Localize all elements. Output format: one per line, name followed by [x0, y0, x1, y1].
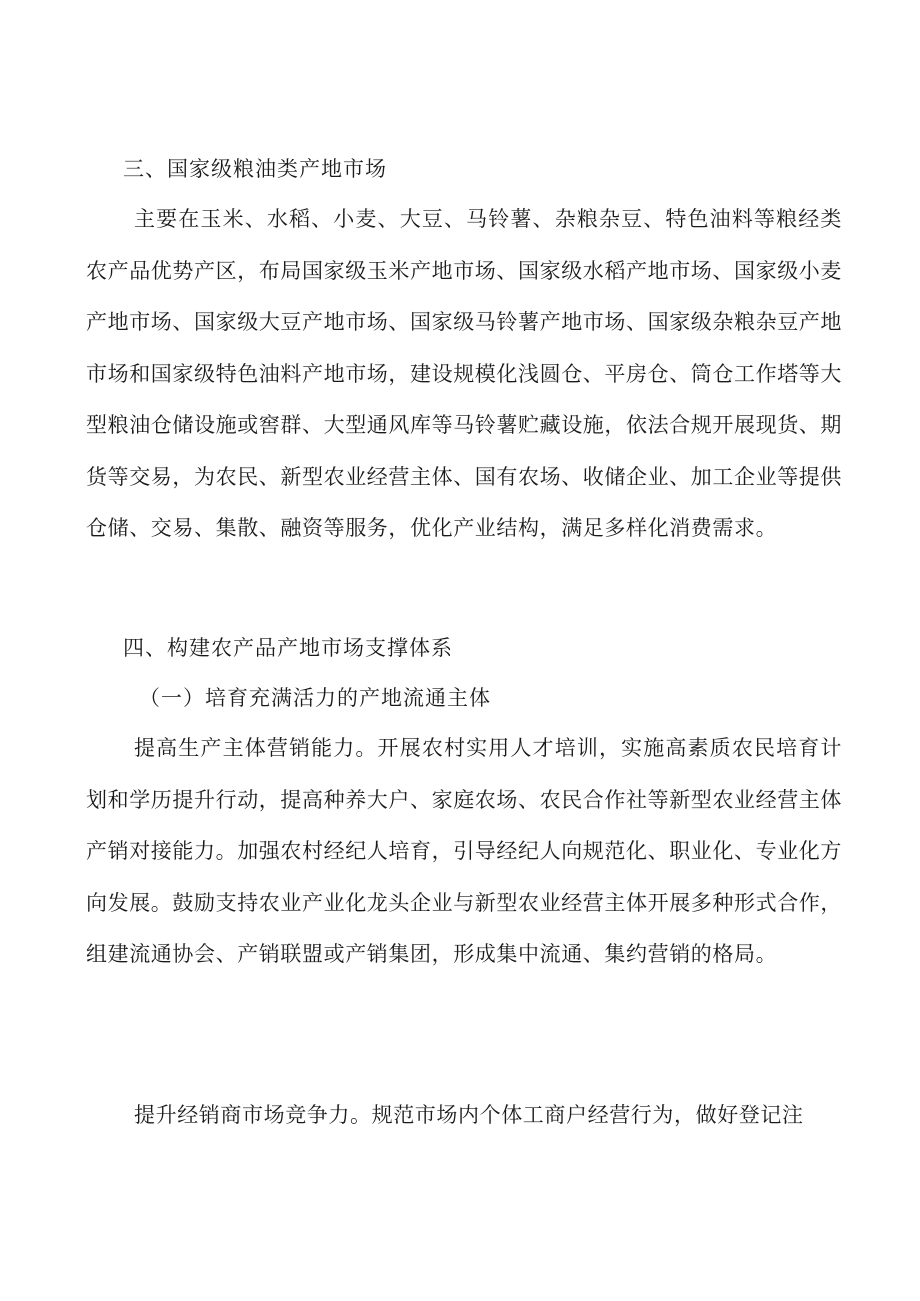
section-3-heading: 三、国家级粮油类产地市场	[123, 157, 387, 181]
section-3-paragraph: 主要在玉米、水稻、小麦、大豆、马铃薯、杂粮杂豆、特色油料等粮经类农产品优势产区，布局国家级玉米产地市场、国家级水稻产地市场、国家级小麦产地市场、国家级大豆产地市场、国家级马铃薯产地市场、国家级杂粮杂豆产地市场和国家级特色油料产地市场，建设规模化浅圆仓、平房仓、筒仓工作塔等大型粮油仓储设施或窖群、大型通风库等马铃薯贮藏设施，依法合规开展现货、期货等交易，为农民、新型农业经营主体、国有农场、收储企业、加工企业等提供仓储、交易、集散、融资等服务，优化产业结构，满足多样化消费需求。	[86, 207, 842, 540]
section-4-heading: 四、构建农产品产地市场支撑体系	[123, 636, 453, 660]
section-4-paragraph-2: 提升经销商市场竞争力。规范市场内个体工商户经营行为，做好登记注	[134, 1103, 804, 1127]
section-4-paragraph-1: 提高生产主体营销能力。开展农村实用人才培训，实施高素质农民培育计划和学历提升行动，提高种养大户、家庭农场、农民合作社等新型农业经营主体产销对接能力。加强农村经纪人培育，引导经纪人向规范化、职业化、专业化方向发展。鼓励支持农业产业化龙头企业与新型农业经营主体开展多种形式合作，组建流通协会、产销联盟或产销集团，形成集中流通、集约营销的格局。	[86, 736, 842, 966]
section-4-subheading: （一）培育充满活力的产地流通主体	[139, 686, 491, 710]
